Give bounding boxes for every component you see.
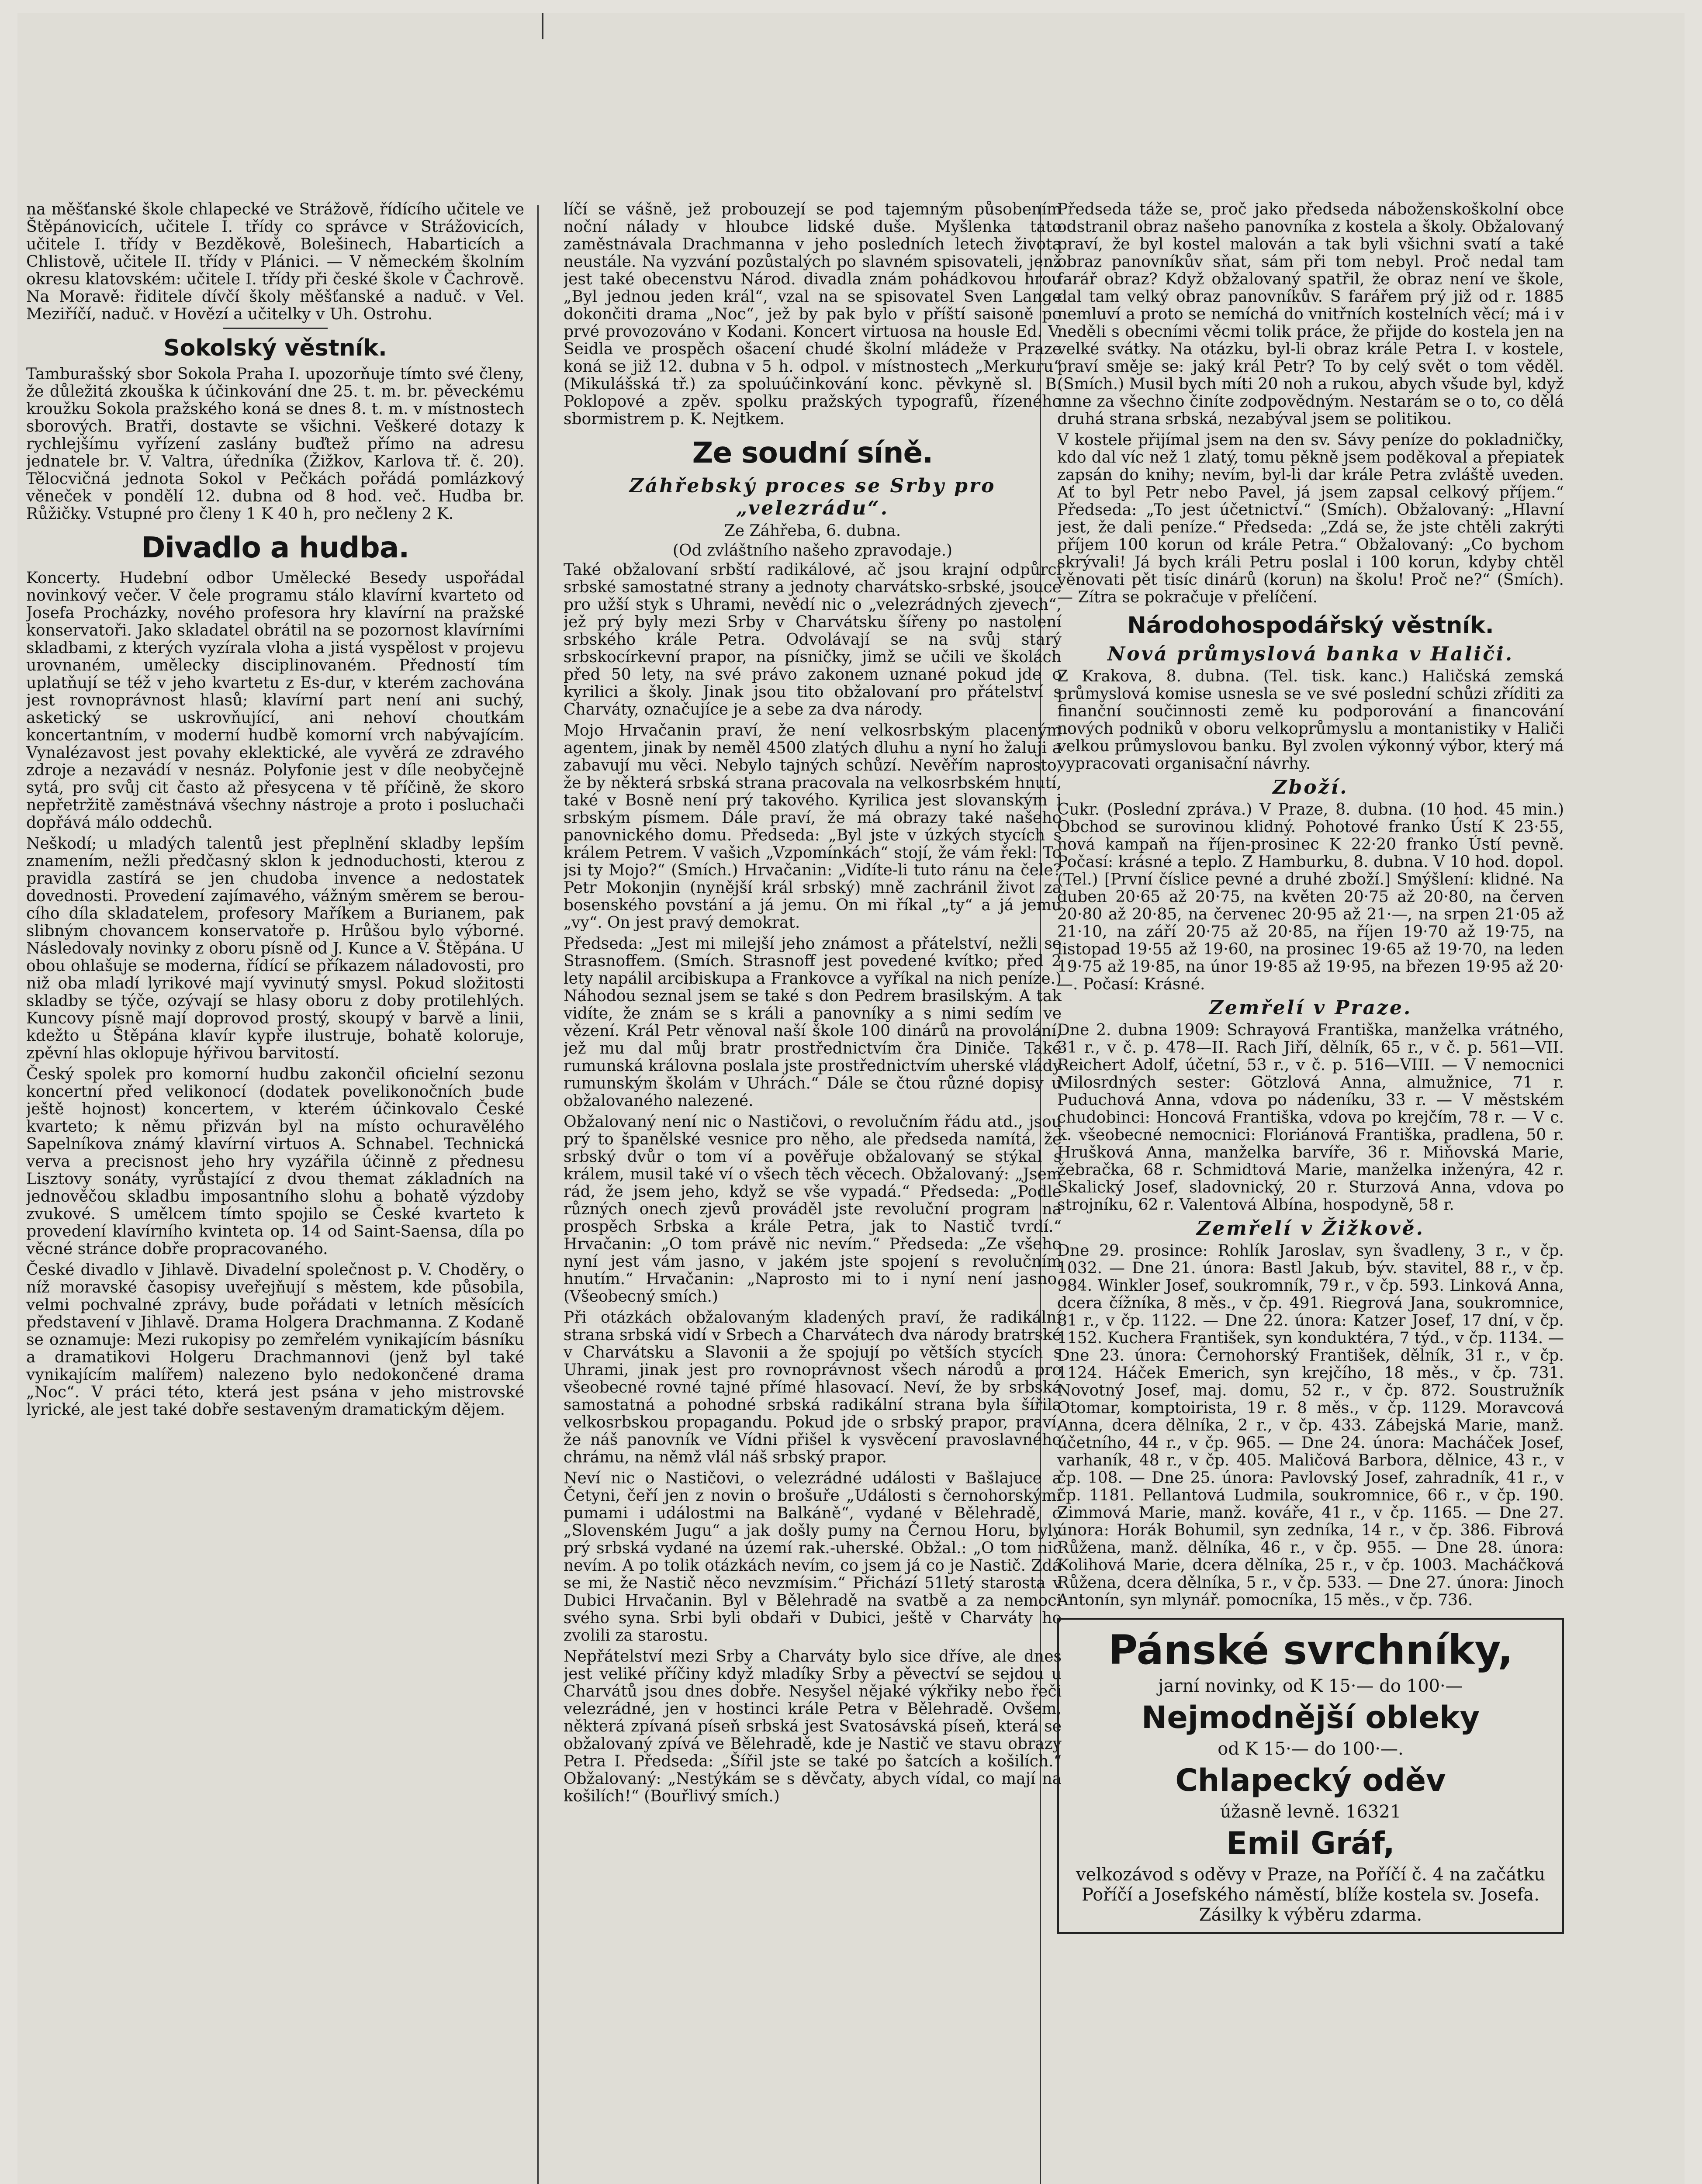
- advertisement-graf: [1057, 1618, 1564, 1934]
- zemreli-praha-text: Dne 2. dubna 1909: Schrayová Františka, manželka vrátného, 31 r., v č. p. 478—II. Rach Jiří, dělník, 65 r., v č. p. 561—VII. Reichert Adolf, účetní, 53 r., v č. p. 516—VIII. — V nemocnici Milosrdných sester: Götzlová Anna, almužnice, 71 r. Puduchová Anna, vdova po nádeníku, 33 r. — V městském chudobinci: Honcová Františka, vdova po krejčím, 78 r. — V c. k. všeobecné nemocnici: Floriánová Františka, pradlena, 50 r. Hrušková Anna, manželka barvíře, 36 r. Miňovská Marie, žebračka, 68 r. Schmidtová Marie, manželka inženýra, 42 r. Skalický Josef, sladovnický, 20 r. Sturzová Anna, vdova po strojníku, 62 r. Valentová Albína, hospodyně, 58 r.: [1057, 1021, 1564, 1214]
- dateline: Ze Záhřeba, 6. dubna.: [724, 522, 901, 540]
- heading-soudni-sin: Ze soudní síně.: [692, 436, 933, 470]
- banka-text: Z Krakova, 8. dubna. (Tel. tisk. kanc.) Haličská zemská průmyslová komise usnesla se ve své poslední schůzi zříditi za finanční součinnosti země ku podporování a financování nových podniků v oboru velkoprůmyslu a montanistiky v Haliči velkou průmyslovou banku. Byl zvolen výkonný výbor, který má vypracovati organisační návrhy.: [1057, 667, 1564, 773]
- proces-continued-1: Předseda táže se, proč jako předseda náboženskoškolní obce odstranil obraz našeho panovníka z kostela a školy. Obžalovaný praví, že byl kostel malován a tak byli všichni svatí a také obraz panovníkův sňat, sám při tom nebyl. Proč nedal tam farář obraz? Když obžalovaný spatřil, že obraz není ve škole, dal tam velký obraz panovníkův. S farářem prý již od r. 1885 nemluví a proto se nemíchá do vnitřních kostelních věcí; má i v neděli s obecními věcmi tolik práce, že přijde do kostela jen na velké svátky. Na otázku, byl-li obraz krále Petra I. v kostele, praví směje se: jaký král Petr? To by celý svět o tom věděl. (Smích.) Musil bych míti 20 noh a rukou, abych všude byl, když mne za všechno činíte zodpovědným. Nestarám se o to, co dělá druhá strana srbská, nezabýval jsem se politikou.: [1057, 201, 1564, 428]
- divadlo-paragraph-3: Český spolek pro komorní hudbu zakončil oficielní sezonu koncertní před velikonocí (dodatek povelikonočních bude ještě hojnost) koncertem, v kterém účinkovalo České kvarteto; k němu přizván byl na místo ochuravělého Sapelníkova známý klavírní virtuos A. Schnabel. Technická verva a precisnost jeho hry vyzářila účinně z přednesu Lisztovy sonáty, vyrůstající z dvou themat základních na jednověčou skladbu imposantního slohu a bohatě výzdoby zvukové. S umělcem tímto spojilo se České kvarteto k provedení klavírního kvinteta op. 14 od Saint-Saensa, díla po věcné stránce dobře propracovaného.: [26, 1065, 524, 1258]
- ad-headline-2: Chlapecký oděv: [1175, 1762, 1446, 1798]
- fold-mark: [542, 13, 543, 39]
- heading-zemreli-zizkov: Zemřelí v Žižkově.: [1196, 1217, 1425, 1240]
- column-middle: [564, 201, 1062, 2184]
- heading-banka: Nová průmyslová banka v Haliči.: [1107, 643, 1514, 665]
- proces-continued-2: V kostele přijímal jsem na den sv. Sávy peníze do pokladničky, kdo dal víc než 1 zlatý, tomu pěkně jsem poděkoval a přepiatek zapsán do knihy; nevím, byl-li dar krále Petra zvláště uveden. Ať to byl Petr nebo Pavel, já jsem zapsal celkový příjem.“ Předseda: „To jest účetnictví.“ (Smích). Obžalovaný: „Hlavní jest, že dali peníze.“ Předseda: „Zdá se, že jste chtěli zakrýti příjem 100 korun od krále Petra.“ Obžalovaný: „Co bychom skrývali! Já bych králi Petru poslal i 100 korun, kdyby chtěl věnovati pět tisíc dinárů (korun) na školu! Proč ne?“ (Smích). — Zítra se pokračuje v přelíčení.: [1057, 431, 1564, 606]
- correspondent-note: (Od zvláštního našeho zpravodaje.): [672, 542, 953, 560]
- school-appointments: na měšťanské škole chlapecké ve Strážově, řídícího učitele ve Štěpánovicích, učitele I. třídy co správce v Strážovicích, učitele I. třídy v Bezděkově, Bolešinech, Habarticích a Chlistově, učitele II. třídy v Plánici. — V německém školním okresu klatovském: učitele I. třídy při české škole v Čachrově. Na Moravě: řiditele dívčí školy měšťanské a naduč. v Vel. Meziříčí, naduč. v Hovězí a učitelky v Uh. Ostrohu.: [26, 201, 524, 323]
- column-divider-1: [537, 205, 539, 2184]
- divadlo-paragraph-4: České divadlo v Jihlavě. Divadelní společnost p. V. Choděry, o níž moravské časopisy uveřejňují s městem, kde působila, velmi pochvalné zprávy, bude pořádati v letních měsících představení v Jihlavě. Drama Holgera Drachmanna. Z Kodaně se oznamuje: Mezi rukopisy po zemřelém vynikajícím básníku a dramatikovi Holgeru Drachmannovi (jenž byl také vynikajícím malířem) nalezeno bylo nedokončené drama „Noc“. V práci této, která jest psána v jeho mistrovské lyrické, ale jest také dobře sestaveným dramatickým dějem.: [26, 1261, 524, 1419]
- ad-line-2: od K 15·— do 100·—.: [1218, 1739, 1404, 1759]
- proces-paragraph-2: Mojo Hrvačanin praví, že není velkosrbským placeným agentem, jinak by neměl 4500 zlatých dluhu a nyní ho žaluji a zabavují mu věci. Nebylo tajných schůzí. Nevěřím naprosto, že by některá srbská strana pracovala na velkosrbském hnutí, také v Bosně není prý takového. Kyrilica jest slovanským i srbským písmem. Dále praví, že má obrazy také našeho panovnického domu. Předseda: „Byl jste v úzkých stycích s králem Petrem. V vašich „Vzpomínkách“ stojí, že vám řekl: To jsi ty Mojo?“ (Smích.) Hrvačanin: „Vidíte-li tuto ránu na čele? Petr Mokonjin (nynější král srbský) mně zachránil život za bosenského povstání a já jemu. On mi říkal „ty“ a já jemu „vy“. On jest pravý demokrat.: [564, 722, 1062, 932]
- ad-company-name: Emil Gráf,: [1226, 1825, 1395, 1861]
- proces-paragraph-3: Předseda: „Jest mi milejší jeho známost a přátelství, nežli se Strasnoffem. (Smích. Strasnoff jest povedené kvítko; před 2 lety napálil arcibiskupa a Frankovce a vyříkal na nich peníze.) Náhodou seznal jsem se také s don Pedrem brasilským. A tak vidíte, že znám se s králi a panovníky a s nimi sedím ve vězení. Král Petr věnoval naší škole 100 dinárů na provolání, jež mu dal můj bratr prostřednictvím čra Diniče. Také rumunská královna poslala jste prostřednictvím uherské vlády rumunským školám v Uhrách.“ Dále se čtou různé dopisy u obžalovaného nalezené.: [564, 935, 1062, 1110]
- proces-paragraph-5: Při otázkách obžalovaným kladených praví, že radikální strana srbská vidí v Srbech a Charvátech dva národy bratrské v Charvátsku a Slavonii a že spojují po větších stycích s Uhrami, jinak jest pro rovnoprávnost všech národů a pro všeobecné rovné tajné přímé hlasovací. Neví, že by srbská samostatná a pohodné srbská radikální strana byla šířila velkosrbskou propagandu. Pokud jde o srbský prapor, praví, že náš panovník ve Vídni přišel k vysvěcení pravoslavného chrámu, na němž vlál náš srbský prapor.: [564, 1309, 1062, 1466]
- ad-headline-1: Nejmodnější obleky: [1141, 1700, 1480, 1735]
- ad-line-3: úžasně levně. 16321: [1220, 1802, 1401, 1822]
- zemreli-zizkov-text: Dne 29. prosince: Rohlík Jaroslav, syn švadleny, 3 r., v čp. 1032. — Dne 21. února: Bastl Jakub, býv. stavitel, 88 r., v čp. 984. Winkler Josef, soukromník, 79 r., v čp. 593. Linková Anna, dcera čížníka, 8 měs., v čp. 491. Riegrová Jana, soukromnice, 81 r., v čp. 1122. — Dne 22. února: Katzer Josef, 17 dní, v čp. 1152. Kuchera František, syn konduktéra, 7 týd., v čp. 1134. — Dne 23. února: Černohorský František, dělník, 31 r., v čp. 1124. Háček Emerich, syn krejčího, 18 měs., v čp. 731. Novotný Josef, maj. domu, 52 r., v čp. 872. Soustružník Otomar, komptoirista, 19 r. 8 měs., v čp. 1129. Moravcová Anna, dcera dělníka, 2 r., v čp. 433. Zábejská Marie, manž. účetního, 44 r., v čp. 965. — Dne 24. února: Macháček Josef, varhaník, 48 r., v čp. 405. Maličová Barbora, dělnice, 43 r., v čp. 108. — Dne 25. února: Pavlovský Josef, zahradník, 41 r., v čp. 1181. Pellantová Ludmila, soukromnice, 66 r., v čp. 190. Zimmová Marie, manž. kováře, 41 r., v čp. 1165. — Dne 27. února: Horák Bohumil, syn zedníka, 14 r., v čp. 386. Fibrová Růžena, manž. dělníka, 46 r., v čp. 955. — Dne 28. února: Kolihová Marie, dcera dělníka, 25 r., v čp. 1003. Macháčková Růžena, dcera dělníka, 5 r., v čp. 533. — Dne 27. února: Jinoch Antonín, syn mlynář. pomocníka, 15 měs., v čp. 736.: [1057, 1242, 1564, 1609]
- heading-divadlo: Divadlo a hudba.: [141, 531, 409, 564]
- proces-paragraph-1: Také obžalovaní srbští radikálové, ač jsou krajní odpůrci srbské samostatné strany a jednoty charvátsko-srbské, jsouce pro užší styk s Uhrami, nevědí nic o „velezrádných zjevech“, jež prý byly mezi Srby v Charvátsku šířeny po nastolení srbského krále Petra. Odvolávají se na svůj starý srbskocírkevní prapor, na písničky, jimž se učili ve školách před 50 lety, na své právo zakonem uznané pokud jde o kyrilici a školy. Jinak jsou tito obžalovaní pro přátelství s Charváty, označujíce je a sebe za dva národy.: [564, 561, 1062, 719]
- proces-paragraph-7: Nepřátelství mezi Srby a Charváty bylo sice dříve, ale dnes jest veliké příčiny když mladíky Srby a pěvectví se sejdou u Charvátů jsou dnes dobře. Nesyšel nějaké výkřiky nebo řeči velezrádné, jen v hostinci krále Petra v Bělehradě. Ovšem, některá zpívaná píseň srbská jest Svatosávská píseň, která se obžalovaný zpívá ve Bělehradě, kde je Nastič ve stavu obrazy Petra I. Předseda: „Šířil jste se také po šatcích a košilích.“ Obžalovaný: „Nestýkám se s děvčaty, abych vídal, co mají na košilích!“ (Bouřlivý smích.): [564, 1648, 1062, 1805]
- drachmann-continued: líčí se vášně, jež probouzejí se pod tajemným působením noční nálady v hloubce lidské duše. Myšlenka tato zaměstnávala Drachmanna v jeho posledních letech života neustále. Na vyzvání pozůstalých po slavném spisovateli, jenž jest také obecenstvu Národ. divadla znám pohádkovou hrou „Byl jednou jeden král“, vzal na se spisovatel Sven Lange dokončiti drama „Noc“, jež by pak bylo v příští saisoně po prvé provozováno v Kodani. Koncert virtuosa na housle Ed. V. Seidla ve prospěch ošacení chudé školní mládeže v Praze koná se již 12. dubna v 5 h. odpol. v místnostech „Merkuru“ (Mikulášská tř.) za spoluúčinkování konc. pěvkyně sl. B. Poklopové a zpěv. spolku pražských typografů, řízeného sbormistrem p. K. Nejtkem.: [564, 201, 1062, 428]
- column-right: [1057, 201, 1564, 2184]
- ad-address: velkozávod s oděvy v Praze, na Poříčí č. 4 na začátku Poříčí a Josefského náměstí, blíže kostela sv. Josefa. Zásilky k výběru zdarma.: [1076, 1865, 1546, 1925]
- divadlo-paragraph-2: Neškodí; u mladých talentů jest přeplnění skladby lepším znamením, nežli předčasný sklon k jednoduchosti, kterou z pravidla zastírá se jen chudoba invence a nedostatek dovednosti. Provedení zajímavého, vážným směrem se beroucího díla skladatelem, profesory Maříkem a Burianem, pak slibným chovancem konservatoře p. Hrůšou bylo výborné. Následovaly novinky z oboru písně od J. Kunce a V. Štěpána. U obou ohlašuje se moderna, řídící se příkazem náladovosti, pro niž oba mladí lyrikové mají vyvinutý smysl. Pokud složitosti skladby se týče, ozývají se hlasy oboru z doby protilehlých. Kuncovy písně mají doprovod prostý, skoupý v barvě a linii, kdežto u Štěpána klavír kypře ilustruje, bohatě koloruje, zpěvní hlas oklopuje hýřivou barvitostí.: [26, 835, 524, 1062]
- heading-zbozi: Zboží.: [1273, 776, 1349, 798]
- proces-paragraph-4: Obžalovaný není nic o Nastičovi, o revolučním řádu atd., jsou prý to španělské vesnice pro něho, ale předseda namítá, že srbský dvůr o tom ví a pověřuje obžalovaný se stýkal s králem, musil také ví o všech těch věcech. Obžalovaný: „Jsem rád, že jsem jeho, když se vše vypadá.“ Předseda: „Podle různých onech zjevů prováděl jste revoluční program na prospěch Srbska a krále Petra, jak to Nastič tvrdí.“ Hrvačanin: „O tom právě nic nevím.“ Předseda: „Ze všeho nyní jest vám jasno, v jakém jste spojení s revolučním hnutím.“ Hrvačanin: „Naprosto mi to i nyní není jasno. (Všeobecný smích.): [564, 1113, 1062, 1306]
- heading-narodohospodarsky: Národohospodářský věstník.: [1127, 612, 1494, 639]
- ad-line-1: jarní novinky, od K 15·— do 100·—: [1158, 1676, 1463, 1696]
- proces-paragraph-6: Neví nic o Nastičovi, o velezrádné události v Bašlajuce a Četyni, čeří jen z novin o brošuře „Události s černohorskými pumami i událostmi na Balkáně“, vydané v Bělehradě, o „Slovenském Jugu“ a jak došly pumy na Černou Horu, byly prý srbská vydané na území rak.-uherské. Obžal.: „O tom nic nevím. A po tolik otázkách nevím, co jsem já co je Nastič. Zdá se mi, že Nastič něco nevzmísim.“ Přichází 51letý starosta v Dubici Hrvačanin. Byl v Bělehradě na svatbě a za nemoci svého syna. Srbi byli obdaři v Dubici, ještě v Charváty ho zvolili za starostu.: [564, 1469, 1062, 1645]
- sokol-text: Tamburašský sbor Sokola Praha I. upozorňuje tímto své členy, že důležitá zkouška k účinkování dne 25. t. m. br. pěveckému kroužku Sokola pražského koná se dnes 8. t. m. v místnostech sborových. Bratři, dostavte se všichni. Veškeré dotazy k rychlejšímu vyřízení zaslány buďtež přímo na adresu jednatele br. V. Valtra, úředníka (Žižkov, Karlova tř. č. 20). Tělocvičná jednota Sokol v Pečkách pořádá pomlázkový věneček v pondělí 12. dubna od 8 hod. več. Hudba br. Růžičky. Vstupné pro členy 1 K 40 h, pro nečleny 2 K.: [26, 365, 524, 523]
- divadlo-paragraph-1: Koncerty. Hudební odbor Umělecké Besedy uspořádal novinkový večer. V čele programu stálo klavírní kvarteto od Josefa Procházky, nového profesora hry klavírní na pražské konservatoři. Jako skladatel obrátil na se pozornost klavírními skladbami, z kterých vyzírala vloha a jistá vyspělost v projevu urovnaném, umělecky disciplinovaném. Předností tím uplatňují se též v jeho kvartetu z Es-dur, v kterém zachována jest rovnoprávnost hlasů; klavírní part není ani suchý, asketický se uskrovňující, ani nehoví choutkám koncertantním, v moderní hudbě komorní vrch nabývajícím. Vynalézavost jest povahy eklektické, ale vyvěrá ze zdravého zdroje a nezavádí v nesnáz. Polyfonie jest v díle neobyčejně sytá, pro svůj cit často až přesycena v tě příčině, že skoro nepřetržitě zaměstnává všechny nástroje a proto i posluchači dopřává málo oddechů.: [26, 569, 524, 832]
- column-left: [26, 201, 524, 2184]
- heading-sokol: Sokolský věstník.: [163, 335, 387, 361]
- zbozi-text: Cukr. (Poslední zpráva.) V Praze, 8. dubna. (10 hod. 45 min.) Obchod se surovinou klidný. Pohotové franko Ústí K 23·55, nová kampaň na říjen-prosinec K 22·20 franko Ústí pevně. Počasí: krásné a teplo. Z Hamburku, 8. dubna. V 10 hod. dopol. (Tel.) [První číslice pevné a druhé zboží.] Smýšlení: klidné. Na duben 20·65 až 20·75, na květen 20·75 až 20·80, na červen 20·80 až 20·85, na červenec 20·95 až 21·—, na srpen 21·05 až 21·10, na září 20·75 až 20·85, na říjen 19·70 až 19·75, na listopad 19·55 až 19·60, na prosinec 19·65 až 19·70, na leden 19·75 až 19·85, na únor 19·85 až 19·95, na březen 19·95 až 20·—. Počasí: Krásné.: [1057, 801, 1564, 993]
- ad-title: Pánské svrchníky,: [1108, 1627, 1513, 1673]
- section-divider: [223, 328, 328, 329]
- heading-zemreli-praha: Zemřelí v Praze.: [1209, 997, 1412, 1019]
- heading-zahreb-proces: Záhřebský proces se Srby pro „velezrádu“.: [629, 475, 996, 519]
